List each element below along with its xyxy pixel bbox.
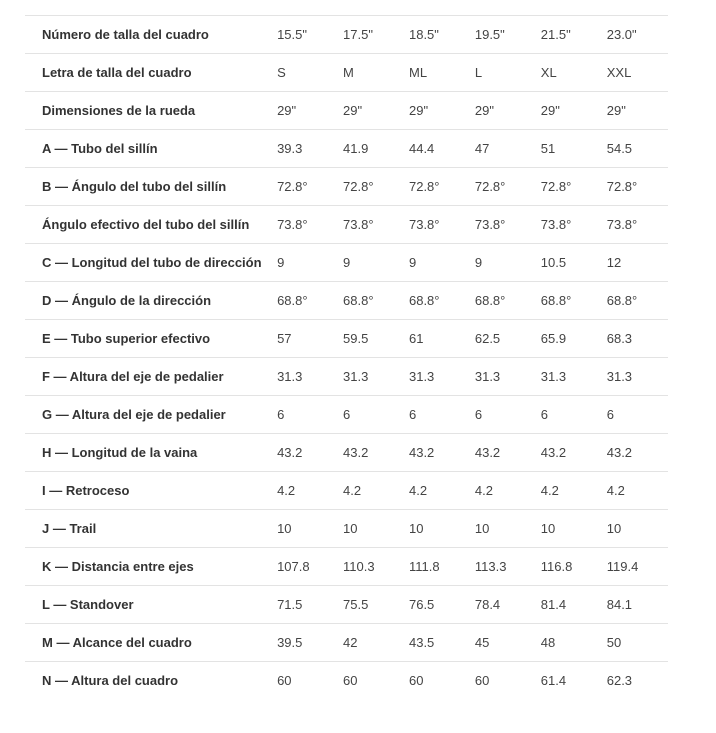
- table-row: [25, 586, 668, 624]
- table-cell: 76.5: [409, 586, 475, 624]
- table-cell: 29": [343, 92, 409, 130]
- table-cell: 29": [277, 92, 343, 130]
- table-cell: 19.5": [475, 16, 541, 54]
- table-cell: 60: [409, 662, 475, 700]
- table-cell: 68.8°: [475, 282, 541, 320]
- table-cell: 73.8°: [277, 206, 343, 244]
- table-cell: 73.8°: [475, 206, 541, 244]
- table-row: [25, 434, 668, 472]
- table-cell: 10: [475, 510, 541, 548]
- table-cell: 31.3: [277, 358, 343, 396]
- table-cell: 73.8°: [607, 206, 668, 244]
- table-cell: 72.8°: [607, 168, 668, 206]
- row-label: J — Trail: [25, 510, 277, 548]
- table-cell: 4.2: [277, 472, 343, 510]
- row-label: M — Alcance del cuadro: [25, 624, 277, 662]
- table-cell: 6: [541, 396, 607, 434]
- table-cell: 50: [607, 624, 668, 662]
- table-cell: 31.3: [607, 358, 668, 396]
- table-cell: 45: [475, 624, 541, 662]
- row-label: Ángulo efectivo del tubo del sillín: [25, 206, 277, 244]
- table-cell: 61.4: [541, 662, 607, 700]
- table-row: [25, 548, 668, 586]
- table-cell: 54.5: [607, 130, 668, 168]
- table-cell: 47: [475, 130, 541, 168]
- table-cell: 21.5": [541, 16, 607, 54]
- table-cell: 12: [607, 244, 668, 282]
- table-cell: 44.4: [409, 130, 475, 168]
- row-label: G — Altura del eje de pedalier: [25, 396, 277, 434]
- table-row: [25, 92, 668, 130]
- table-cell: 72.8°: [409, 168, 475, 206]
- table-cell: 6: [277, 396, 343, 434]
- table-cell: 72.8°: [475, 168, 541, 206]
- table-cell: 62.3: [607, 662, 668, 700]
- table-cell: 10.5: [541, 244, 607, 282]
- row-label: F — Altura del eje de pedalier: [25, 358, 277, 396]
- table-cell: 68.8°: [343, 282, 409, 320]
- table-cell: 116.8: [541, 548, 607, 586]
- table-cell: 110.3: [343, 548, 409, 586]
- row-label: Número de talla del cuadro: [25, 16, 277, 54]
- geometry-table: [25, 15, 668, 700]
- table-cell: 51: [541, 130, 607, 168]
- geometry-table-body: [25, 16, 668, 700]
- table-cell: 4.2: [409, 472, 475, 510]
- table-cell: 113.3: [475, 548, 541, 586]
- table-cell: 73.8°: [541, 206, 607, 244]
- row-label: H — Longitud de la vaina: [25, 434, 277, 472]
- table-cell: 29": [475, 92, 541, 130]
- table-row: [25, 244, 668, 282]
- row-label: A — Tubo del sillín: [25, 130, 277, 168]
- table-cell: ML: [409, 54, 475, 92]
- table-row: [25, 282, 668, 320]
- table-cell: 43.5: [409, 624, 475, 662]
- table-cell: 42: [343, 624, 409, 662]
- table-cell: 43.2: [343, 434, 409, 472]
- table-cell: 60: [475, 662, 541, 700]
- row-label: B — Ángulo del tubo del sillín: [25, 168, 277, 206]
- table-row: [25, 168, 668, 206]
- table-row: [25, 510, 668, 548]
- table-cell: 68.8°: [277, 282, 343, 320]
- table-cell: 9: [475, 244, 541, 282]
- table-cell: 6: [607, 396, 668, 434]
- table-cell: 75.5: [343, 586, 409, 624]
- table-cell: 68.8°: [607, 282, 668, 320]
- table-cell: 43.2: [607, 434, 668, 472]
- table-cell: 60: [343, 662, 409, 700]
- table-cell: 81.4: [541, 586, 607, 624]
- table-cell: 111.8: [409, 548, 475, 586]
- table-cell: 43.2: [541, 434, 607, 472]
- table-cell: 68.3: [607, 320, 668, 358]
- table-cell: 29": [541, 92, 607, 130]
- table-cell: 31.3: [343, 358, 409, 396]
- table-cell: 4.2: [541, 472, 607, 510]
- table-cell: 6: [409, 396, 475, 434]
- row-label: K — Distancia entre ejes: [25, 548, 277, 586]
- row-label: N — Altura del cuadro: [25, 662, 277, 700]
- table-cell: 107.8: [277, 548, 343, 586]
- table-cell: 43.2: [277, 434, 343, 472]
- table-cell: S: [277, 54, 343, 92]
- table-cell: 31.3: [541, 358, 607, 396]
- table-cell: 10: [277, 510, 343, 548]
- table-cell: M: [343, 54, 409, 92]
- row-label: I — Retroceso: [25, 472, 277, 510]
- table-cell: 6: [475, 396, 541, 434]
- row-label: Dimensiones de la rueda: [25, 92, 277, 130]
- table-cell: 9: [277, 244, 343, 282]
- table-row: [25, 358, 668, 396]
- table-cell: 31.3: [409, 358, 475, 396]
- table-row: [25, 54, 668, 92]
- table-cell: 15.5": [277, 16, 343, 54]
- table-cell: 73.8°: [343, 206, 409, 244]
- table-cell: 65.9: [541, 320, 607, 358]
- table-cell: 68.8°: [541, 282, 607, 320]
- table-cell: 43.2: [409, 434, 475, 472]
- table-cell: 72.8°: [277, 168, 343, 206]
- table-cell: 84.1: [607, 586, 668, 624]
- table-cell: 4.2: [343, 472, 409, 510]
- row-label: D — Ángulo de la dirección: [25, 282, 277, 320]
- row-label: L — Standover: [25, 586, 277, 624]
- table-row: [25, 16, 668, 54]
- table-cell: 23.0": [607, 16, 668, 54]
- table-cell: 17.5": [343, 16, 409, 54]
- table-cell: 41.9: [343, 130, 409, 168]
- table-cell: 31.3: [475, 358, 541, 396]
- table-cell: 10: [343, 510, 409, 548]
- table-cell: 57: [277, 320, 343, 358]
- table-cell: 10: [607, 510, 668, 548]
- table-row: [25, 472, 668, 510]
- table-cell: 10: [541, 510, 607, 548]
- table-cell: 43.2: [475, 434, 541, 472]
- table-cell: 61: [409, 320, 475, 358]
- table-cell: 59.5: [343, 320, 409, 358]
- table-cell: L: [475, 54, 541, 92]
- row-label: Letra de talla del cuadro: [25, 54, 277, 92]
- table-cell: 9: [343, 244, 409, 282]
- table-cell: 73.8°: [409, 206, 475, 244]
- table-cell: 4.2: [475, 472, 541, 510]
- table-cell: 78.4: [475, 586, 541, 624]
- table-cell: 29": [409, 92, 475, 130]
- table-cell: 18.5": [409, 16, 475, 54]
- table-cell: 72.8°: [541, 168, 607, 206]
- table-row: [25, 320, 668, 358]
- row-label: C — Longitud del tubo de dirección: [25, 244, 277, 282]
- table-row: [25, 396, 668, 434]
- table-cell: XXL: [607, 54, 668, 92]
- table-cell: 72.8°: [343, 168, 409, 206]
- table-cell: XL: [541, 54, 607, 92]
- table-cell: 4.2: [607, 472, 668, 510]
- table-cell: 71.5: [277, 586, 343, 624]
- table-cell: 68.8°: [409, 282, 475, 320]
- table-row: [25, 624, 668, 662]
- table-row: [25, 662, 668, 700]
- table-cell: 9: [409, 244, 475, 282]
- table-cell: 39.3: [277, 130, 343, 168]
- table-cell: 10: [409, 510, 475, 548]
- table-cell: 6: [343, 396, 409, 434]
- table-row: [25, 130, 668, 168]
- table-cell: 60: [277, 662, 343, 700]
- row-label: E — Tubo superior efectivo: [25, 320, 277, 358]
- table-cell: 119.4: [607, 548, 668, 586]
- table-cell: 62.5: [475, 320, 541, 358]
- table-cell: 29": [607, 92, 668, 130]
- table-row: [25, 206, 668, 244]
- table-cell: 48: [541, 624, 607, 662]
- table-cell: 39.5: [277, 624, 343, 662]
